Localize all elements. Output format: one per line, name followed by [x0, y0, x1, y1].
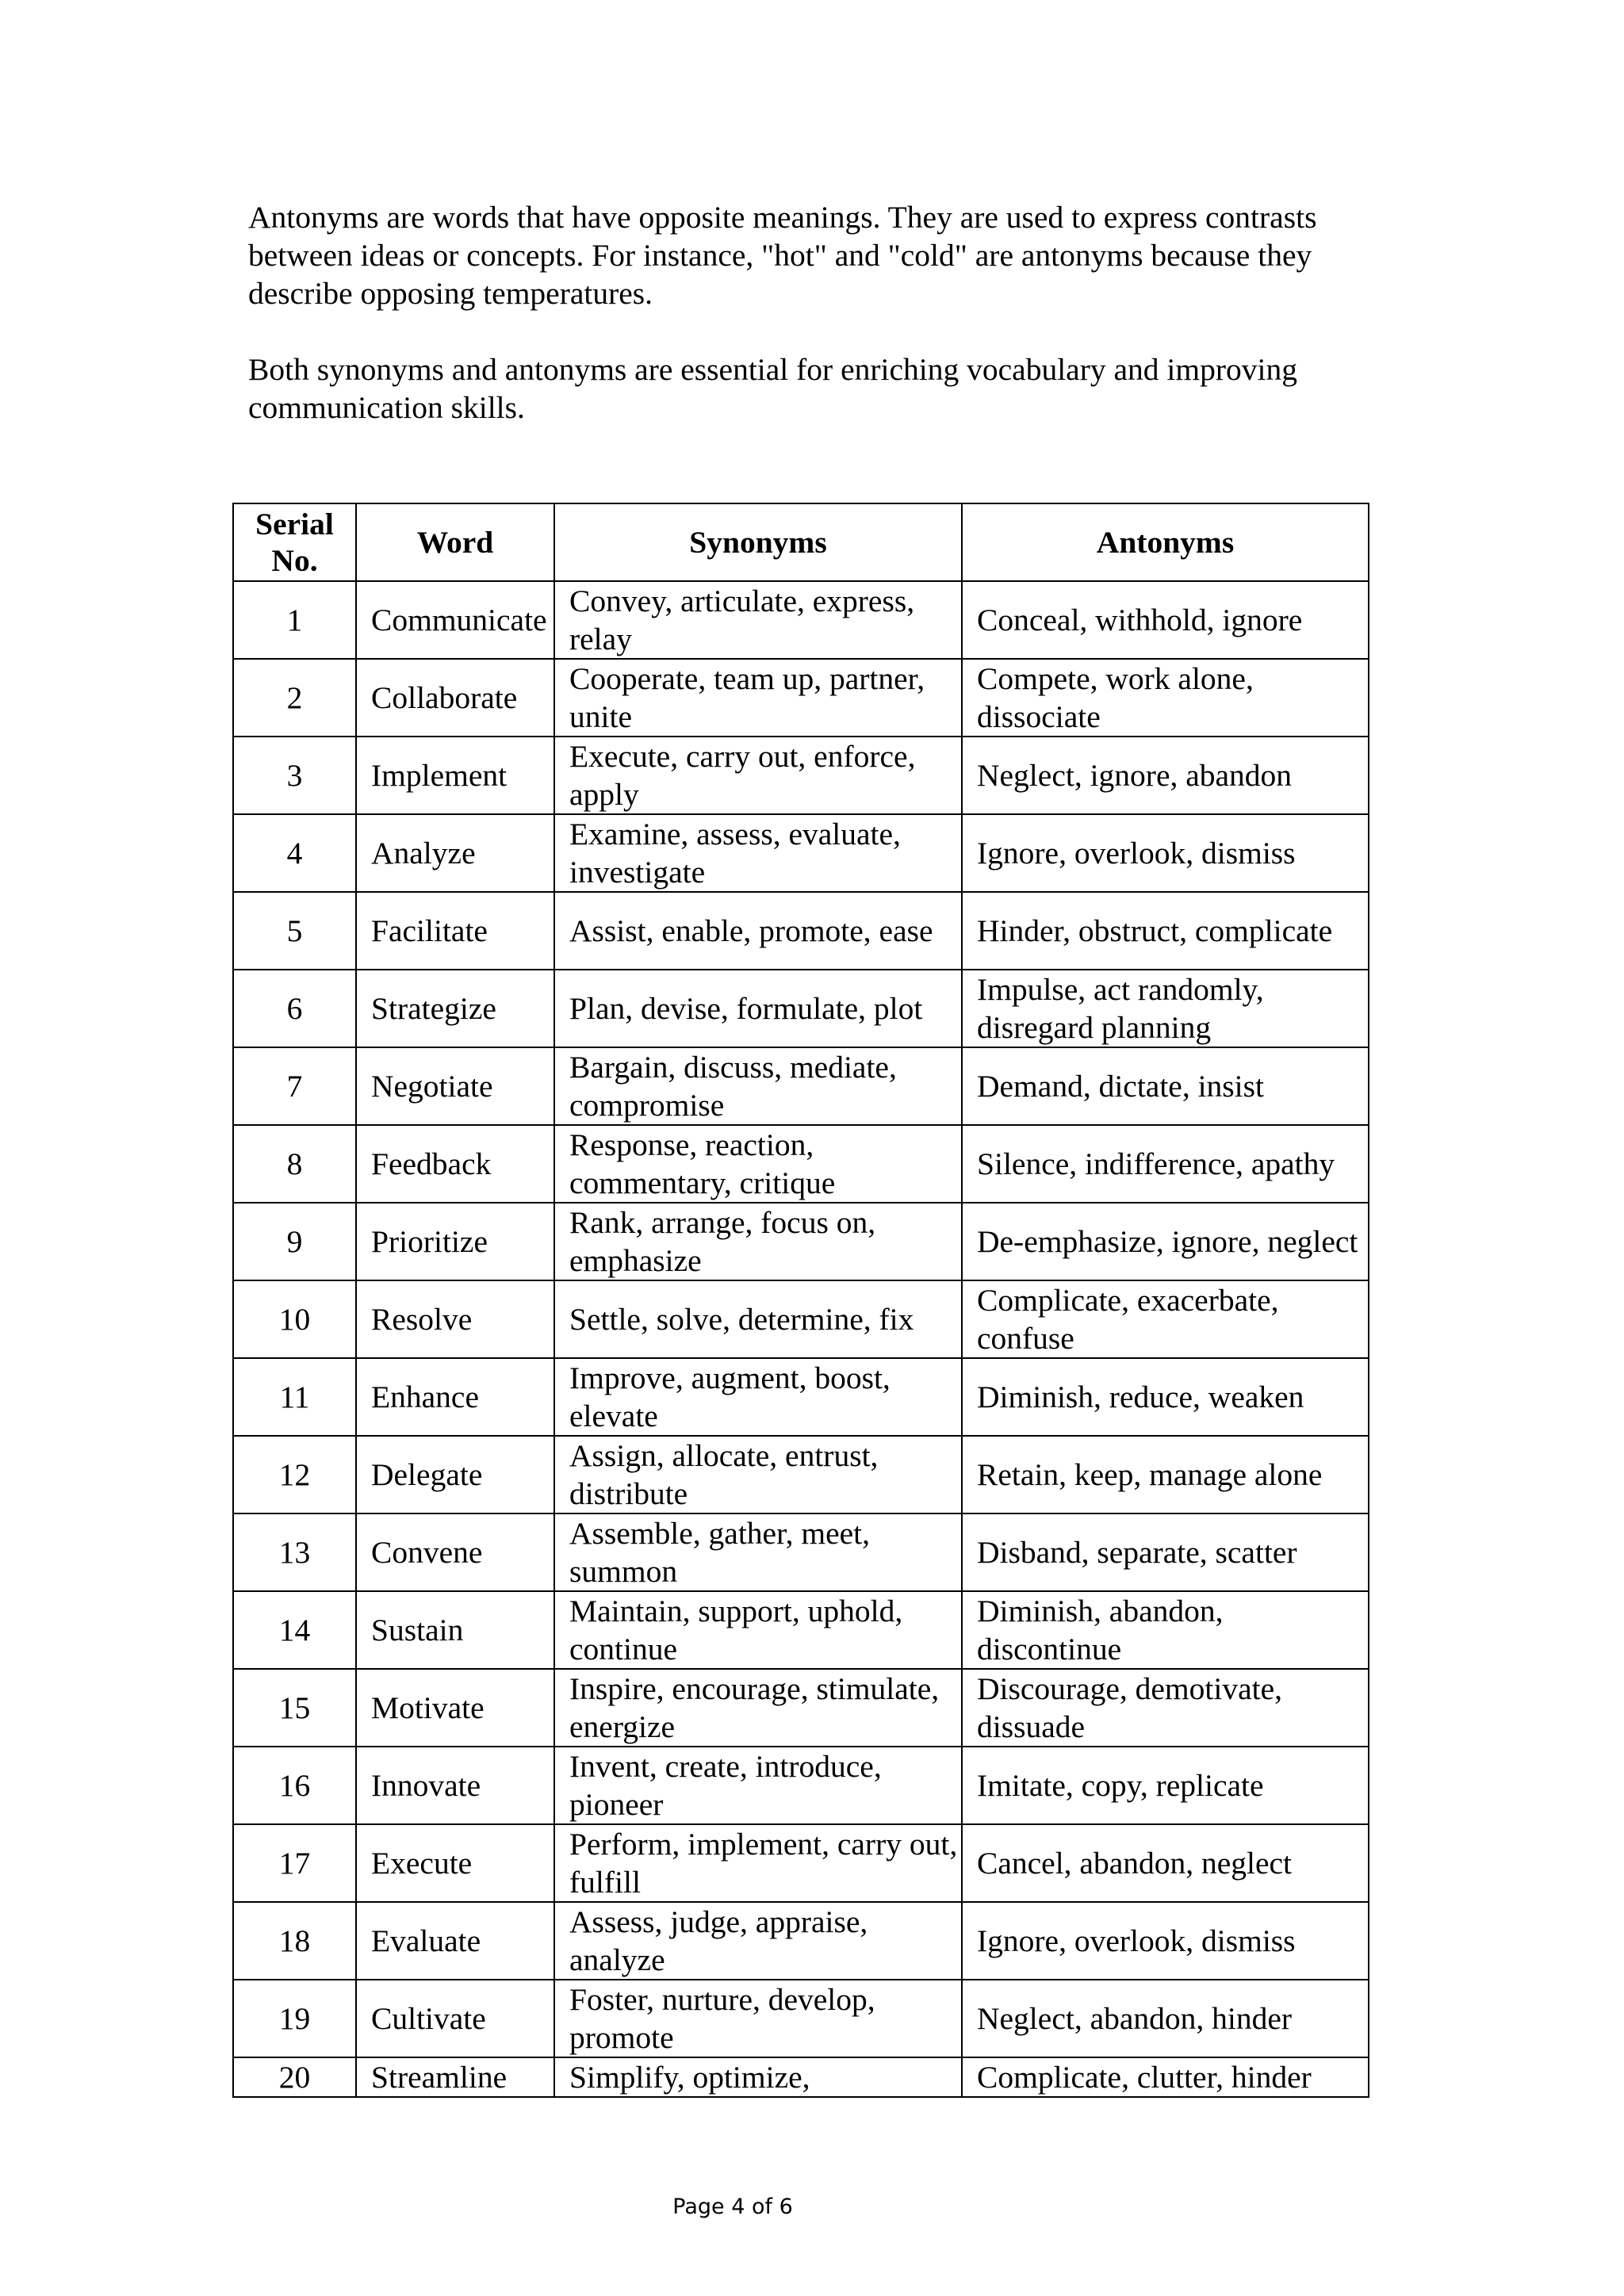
cell-synonyms: Invent, create, introduce, pioneer [554, 1747, 962, 1824]
cell-word: Negotiate [356, 1047, 554, 1125]
header-synonyms: Synonyms [554, 503, 962, 581]
cell-synonyms: Settle, solve, determine, fix [554, 1280, 962, 1358]
cell-serial: 12 [233, 1436, 356, 1513]
table-row [233, 1358, 1369, 1436]
table-row [233, 1047, 1369, 1125]
table-row [233, 737, 1369, 814]
cell-antonyms: Hinder, obstruct, complicate [962, 892, 1369, 970]
cell-serial: 4 [233, 814, 356, 892]
cell-serial: 5 [233, 892, 356, 970]
cell-synonyms: Assist, enable, promote, ease [554, 892, 962, 970]
cell-synonyms: Assign, allocate, entrust, distribute [554, 1436, 962, 1513]
cell-word: Delegate [356, 1436, 554, 1513]
cell-word: Prioritize [356, 1203, 554, 1280]
cell-antonyms: Imitate, copy, replicate [962, 1747, 1369, 1824]
cell-serial: 19 [233, 1980, 356, 2057]
cell-antonyms: Cancel, abandon, neglect [962, 1824, 1369, 1902]
cell-synonyms: Simplify, optimize, [554, 2057, 962, 2097]
cell-serial: 15 [233, 1669, 356, 1747]
cell-word: Streamline [356, 2057, 554, 2097]
cell-antonyms: Neglect, ignore, abandon [962, 737, 1369, 814]
cell-synonyms: Execute, carry out, enforce, apply [554, 737, 962, 814]
cell-antonyms: Diminish, reduce, weaken [962, 1358, 1369, 1436]
cell-word: Communicate [356, 581, 554, 659]
cell-antonyms: Disband, separate, scatter [962, 1513, 1369, 1591]
table-row [233, 1669, 1369, 1747]
table-row [233, 970, 1369, 1047]
cell-word: Collaborate [356, 659, 554, 737]
cell-antonyms: Demand, dictate, insist [962, 1047, 1369, 1125]
cell-serial: 8 [233, 1125, 356, 1203]
cell-word: Cultivate [356, 1980, 554, 2057]
header-serial-no: Serial No. [233, 503, 356, 581]
table-row [233, 814, 1369, 892]
cell-synonyms: Convey, articulate, express, relay [554, 581, 962, 659]
cell-serial: 10 [233, 1280, 356, 1358]
cell-synonyms: Perform, implement, carry out, fulfill [554, 1824, 962, 1902]
cell-serial: 9 [233, 1203, 356, 1280]
cell-serial: 13 [233, 1513, 356, 1591]
table-row [233, 1980, 1369, 2057]
conclusion-paragraph: Both synonyms and antonyms are essential for enriching vocabulary and improving communication skills. [248, 352, 1297, 425]
table-row [233, 1436, 1369, 1513]
cell-antonyms: Compete, work alone, dissociate [962, 659, 1369, 737]
cell-antonyms: Retain, keep, manage alone [962, 1436, 1369, 1513]
cell-serial: 3 [233, 737, 356, 814]
cell-synonyms: Plan, devise, formulate, plot [554, 970, 962, 1047]
cell-antonyms: Conceal, withhold, ignore [962, 581, 1369, 659]
cell-word: Evaluate [356, 1902, 554, 1980]
cell-antonyms: Complicate, clutter, hinder [962, 2057, 1369, 2097]
table-row [233, 1824, 1369, 1902]
cell-word: Feedback [356, 1125, 554, 1203]
cell-synonyms: Rank, arrange, focus on, emphasize [554, 1203, 962, 1280]
cell-antonyms: Diminish, abandon, discontinue [962, 1591, 1369, 1669]
cell-word: Strategize [356, 970, 554, 1047]
table-row [233, 892, 1369, 970]
cell-synonyms: Foster, nurture, develop, promote [554, 1980, 962, 2057]
table-row [233, 1747, 1369, 1824]
cell-antonyms: Silence, indifference, apathy [962, 1125, 1369, 1203]
cell-word: Sustain [356, 1591, 554, 1669]
cell-word: Motivate [356, 1669, 554, 1747]
table-row [233, 659, 1369, 737]
cell-synonyms: Maintain, support, uphold, continue [554, 1591, 962, 1669]
table-row [233, 1591, 1369, 1669]
cell-synonyms: Examine, assess, evaluate, investigate [554, 814, 962, 892]
cell-word: Analyze [356, 814, 554, 892]
cell-serial: 1 [233, 581, 356, 659]
cell-word: Resolve [356, 1280, 554, 1358]
cell-word: Implement [356, 737, 554, 814]
table-row [233, 1513, 1369, 1591]
cell-serial: 6 [233, 970, 356, 1047]
cell-serial: 2 [233, 659, 356, 737]
table-header-row [233, 503, 1369, 581]
cell-word: Facilitate [356, 892, 554, 970]
cell-word: Convene [356, 1513, 554, 1591]
cell-antonyms: Ignore, overlook, dismiss [962, 1902, 1369, 1980]
page-number-footer: Page 4 of 6 [672, 2195, 793, 2219]
cell-antonyms: Discourage, demotivate, dissuade [962, 1669, 1369, 1747]
cell-word: Enhance [356, 1358, 554, 1436]
table-row [233, 1125, 1369, 1203]
cell-antonyms: Impulse, act randomly, disregard planning [962, 970, 1369, 1047]
cell-serial: 18 [233, 1902, 356, 1980]
cell-word: Innovate [356, 1747, 554, 1824]
cell-antonyms: De-emphasize, ignore, neglect [962, 1203, 1369, 1280]
cell-serial: 7 [233, 1047, 356, 1125]
table-row [233, 2057, 1369, 2097]
cell-serial: 17 [233, 1824, 356, 1902]
cell-synonyms: Assemble, gather, meet, summon [554, 1513, 962, 1591]
antonyms-intro-paragraph: Antonyms are words that have opposite meanings. They are used to express contrasts between ideas or concepts. For instance, "hot" and "cold" are antonyms because they describe opposing temperatures. [248, 200, 1317, 311]
table-row [233, 1902, 1369, 1980]
cell-synonyms: Assess, judge, appraise, analyze [554, 1902, 962, 1980]
cell-synonyms: Response, reaction, commentary, critique [554, 1125, 962, 1203]
cell-synonyms: Improve, augment, boost, elevate [554, 1358, 962, 1436]
cell-synonyms: Cooperate, team up, partner, unite [554, 659, 962, 737]
cell-synonyms: Inspire, encourage, stimulate, energize [554, 1669, 962, 1747]
cell-serial: 20 [233, 2057, 356, 2097]
cell-serial: 14 [233, 1591, 356, 1669]
table-row [233, 581, 1369, 659]
header-antonyms: Antonyms [962, 503, 1369, 581]
cell-antonyms: Complicate, exacerbate, confuse [962, 1280, 1369, 1358]
cell-antonyms: Ignore, overlook, dismiss [962, 814, 1369, 892]
vocabulary-table [232, 503, 1369, 2098]
cell-synonyms: Bargain, discuss, mediate, compromise [554, 1047, 962, 1125]
cell-serial: 11 [233, 1358, 356, 1436]
header-word: Word [356, 503, 554, 581]
cell-serial: 16 [233, 1747, 356, 1824]
table-row [233, 1203, 1369, 1280]
cell-antonyms: Neglect, abandon, hinder [962, 1980, 1369, 2057]
cell-word: Execute [356, 1824, 554, 1902]
table-row [233, 1280, 1369, 1358]
